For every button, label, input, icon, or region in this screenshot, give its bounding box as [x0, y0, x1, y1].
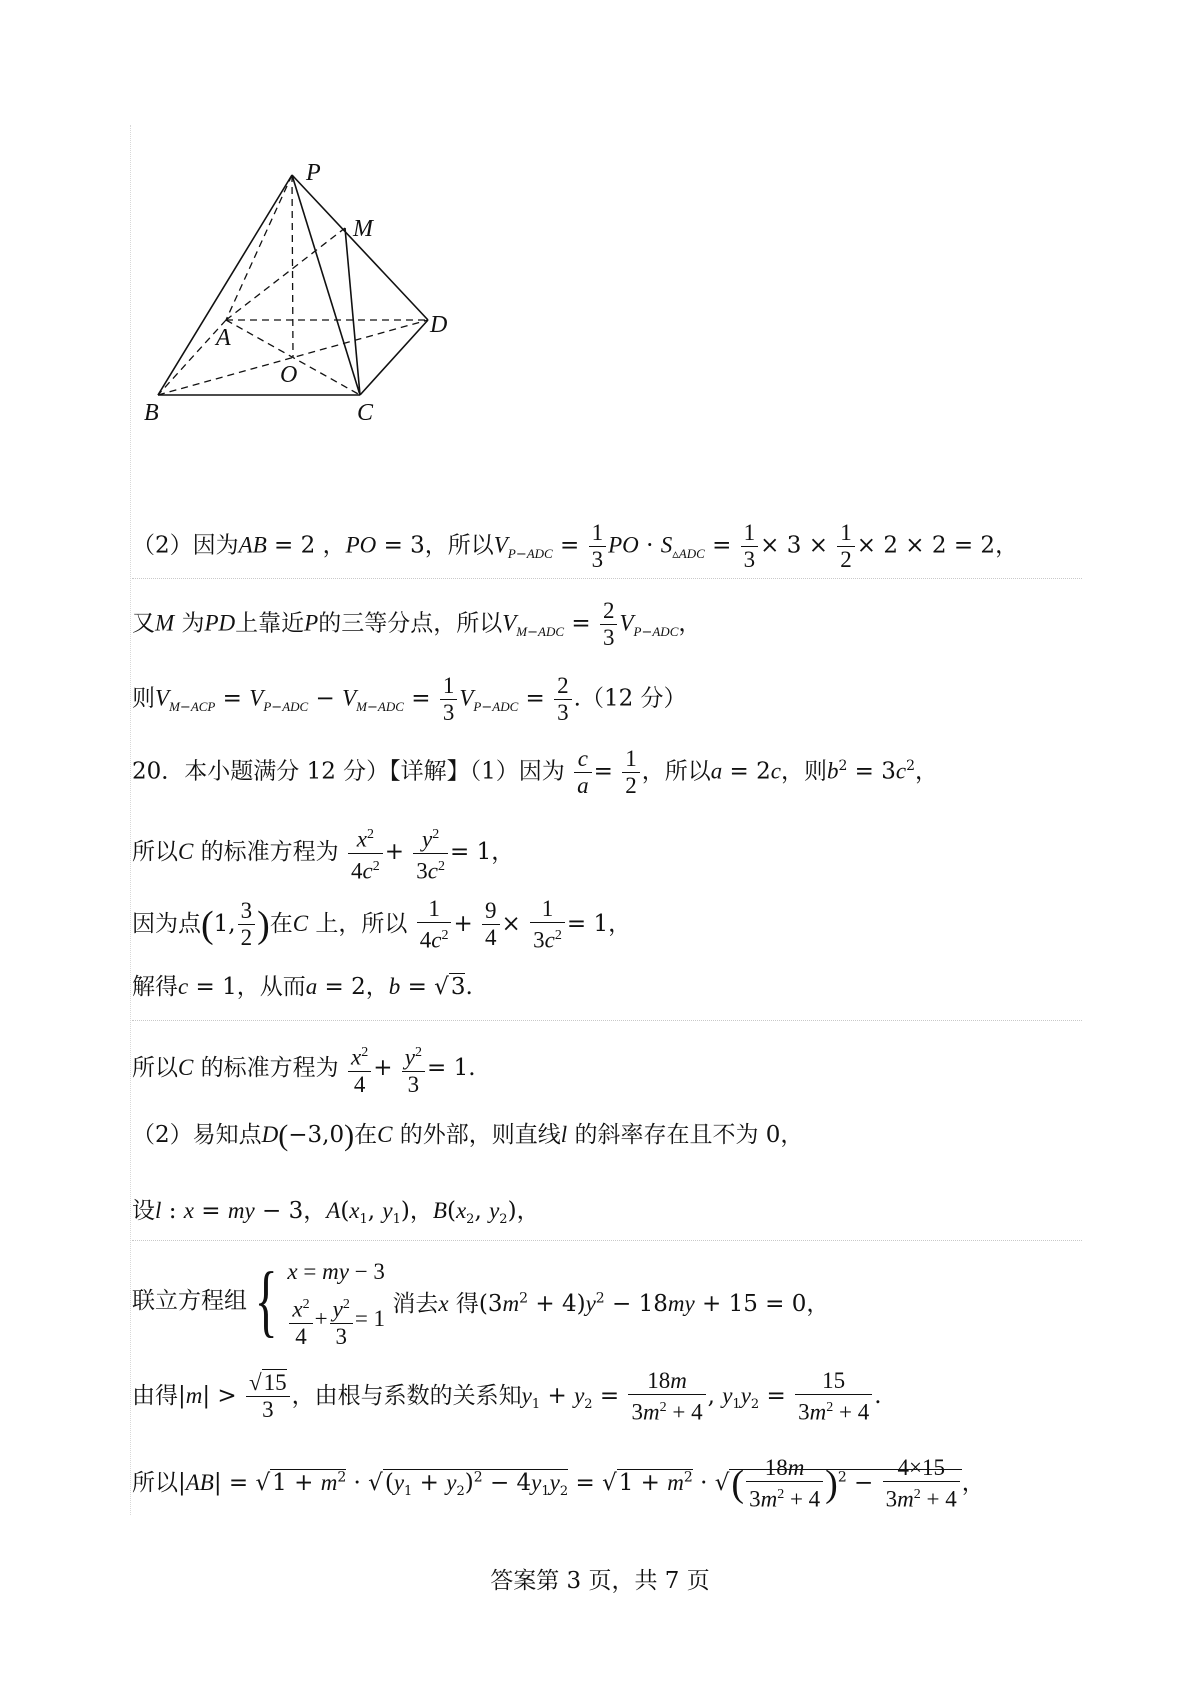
separator [132, 1240, 1082, 1241]
pyramid-diagram [140, 160, 500, 460]
label-a: A [216, 325, 231, 351]
solution-line-3: 则$V_{M-ACP} = V_{P-ADC} - V_{M-ADC}$ = $\frac{1}{3}$ $V_{P-ADC}$ = $\frac{2}{3}$ .（12 分） [132, 673, 687, 725]
solution-line-5: 所以C 的标准方程为 $\frac{x^2}{4c^2}$ + $\frac{y^2}{3c^2}$ = 1， [132, 822, 514, 884]
label-b: B [144, 400, 159, 426]
solution-line-12: 由得|m| > $\frac{√15}{3}$ ，由根与系数的关系知$y_1 + y_2$ = $\frac{18m}{3m^2 + 4}$ , $y_1y_2$ = $\frac{15}{3m^2 + 4}$ . [132, 1368, 882, 1425]
equation-system: x = my − 3 $\frac{x^2}{4}$ + $\frac{y^2}{3}$ = 1 [287, 1259, 386, 1349]
label-d: D [430, 312, 448, 338]
solution-line-11: 联立方程组{ x = my − 3 $\frac{x^2}{4}$ + $\frac{y^2}{3}$ = 1 消去x 得$(3m^2 + 4)y^2 - 18my + 15 = 0$， [132, 1252, 829, 1350]
label-c: C [357, 400, 374, 426]
solution-line-13: 所以$|AB| = √1 + m^2 \cdot √(y_1 + y_2)^2 - 4y_1y_2 = √1 + m^2$ · √( $\frac{18m}{3m^2 + 4}$ )$^2$ − $\frac{4\times 15}{3m^2 + 4}$ ， [132, 1455, 985, 1512]
solution-line-10: 设l : x = my − 3，$A(x_1$, $y_1$)，$B(x_2$, $y_2$)， [132, 1198, 540, 1227]
pyramid-figure [140, 160, 500, 460]
solution-line-2: 又M 为PD上靠近P的三等分点，所以$V_{M-ADC}$ = $\frac{2}{3}$ $V_{P-ADC}$， [132, 598, 702, 650]
solution-line-7: 解得c = 1，从而a = 2，b = √3. [132, 974, 473, 1000]
page-footer: 答案第 3 页，共 7 页 [490, 1568, 710, 1594]
separator [132, 578, 1082, 579]
solution-line-6: 因为点(1, $\frac{3}{2}$ )在C 上，所以 $\frac{1}{4c^2}$ + $\frac{9}{4}$ × $\frac{1}{3c^2}$ = 1， [132, 896, 632, 953]
label-o: O [280, 362, 298, 388]
solution-line-8: 所以C 的标准方程为 $\frac{x^2}{4}$ + $\frac{y^2}{3}$ = 1. [132, 1040, 476, 1098]
label-m: M [353, 216, 373, 242]
solution-line-1: （2）因为AB = 2 ，PO = 3，所以$V_{P-ADC}$ = $\frac{1}{3}$ PO · $S_{▵ADC}$ = $\frac{1}{3}$ × 3 × $\frac{1}{2}$ × 2 × 2 = 2， [132, 520, 1019, 572]
solution-line-9: （2）易知点D(−3,0)在C 的外部，则直线l 的斜率存在且不为 0， [132, 1119, 804, 1152]
label-p: P [306, 160, 321, 186]
separator [132, 1020, 1082, 1021]
margin-dotted-line [130, 125, 131, 1515]
solution-line-4: 20．本小题满分 12 分）【详解】（1）因为 $\frac{c}{a}$ = $\frac{1}{2}$ ，所以a = 2c，则$b^2 = 3c^2$， [132, 746, 939, 798]
